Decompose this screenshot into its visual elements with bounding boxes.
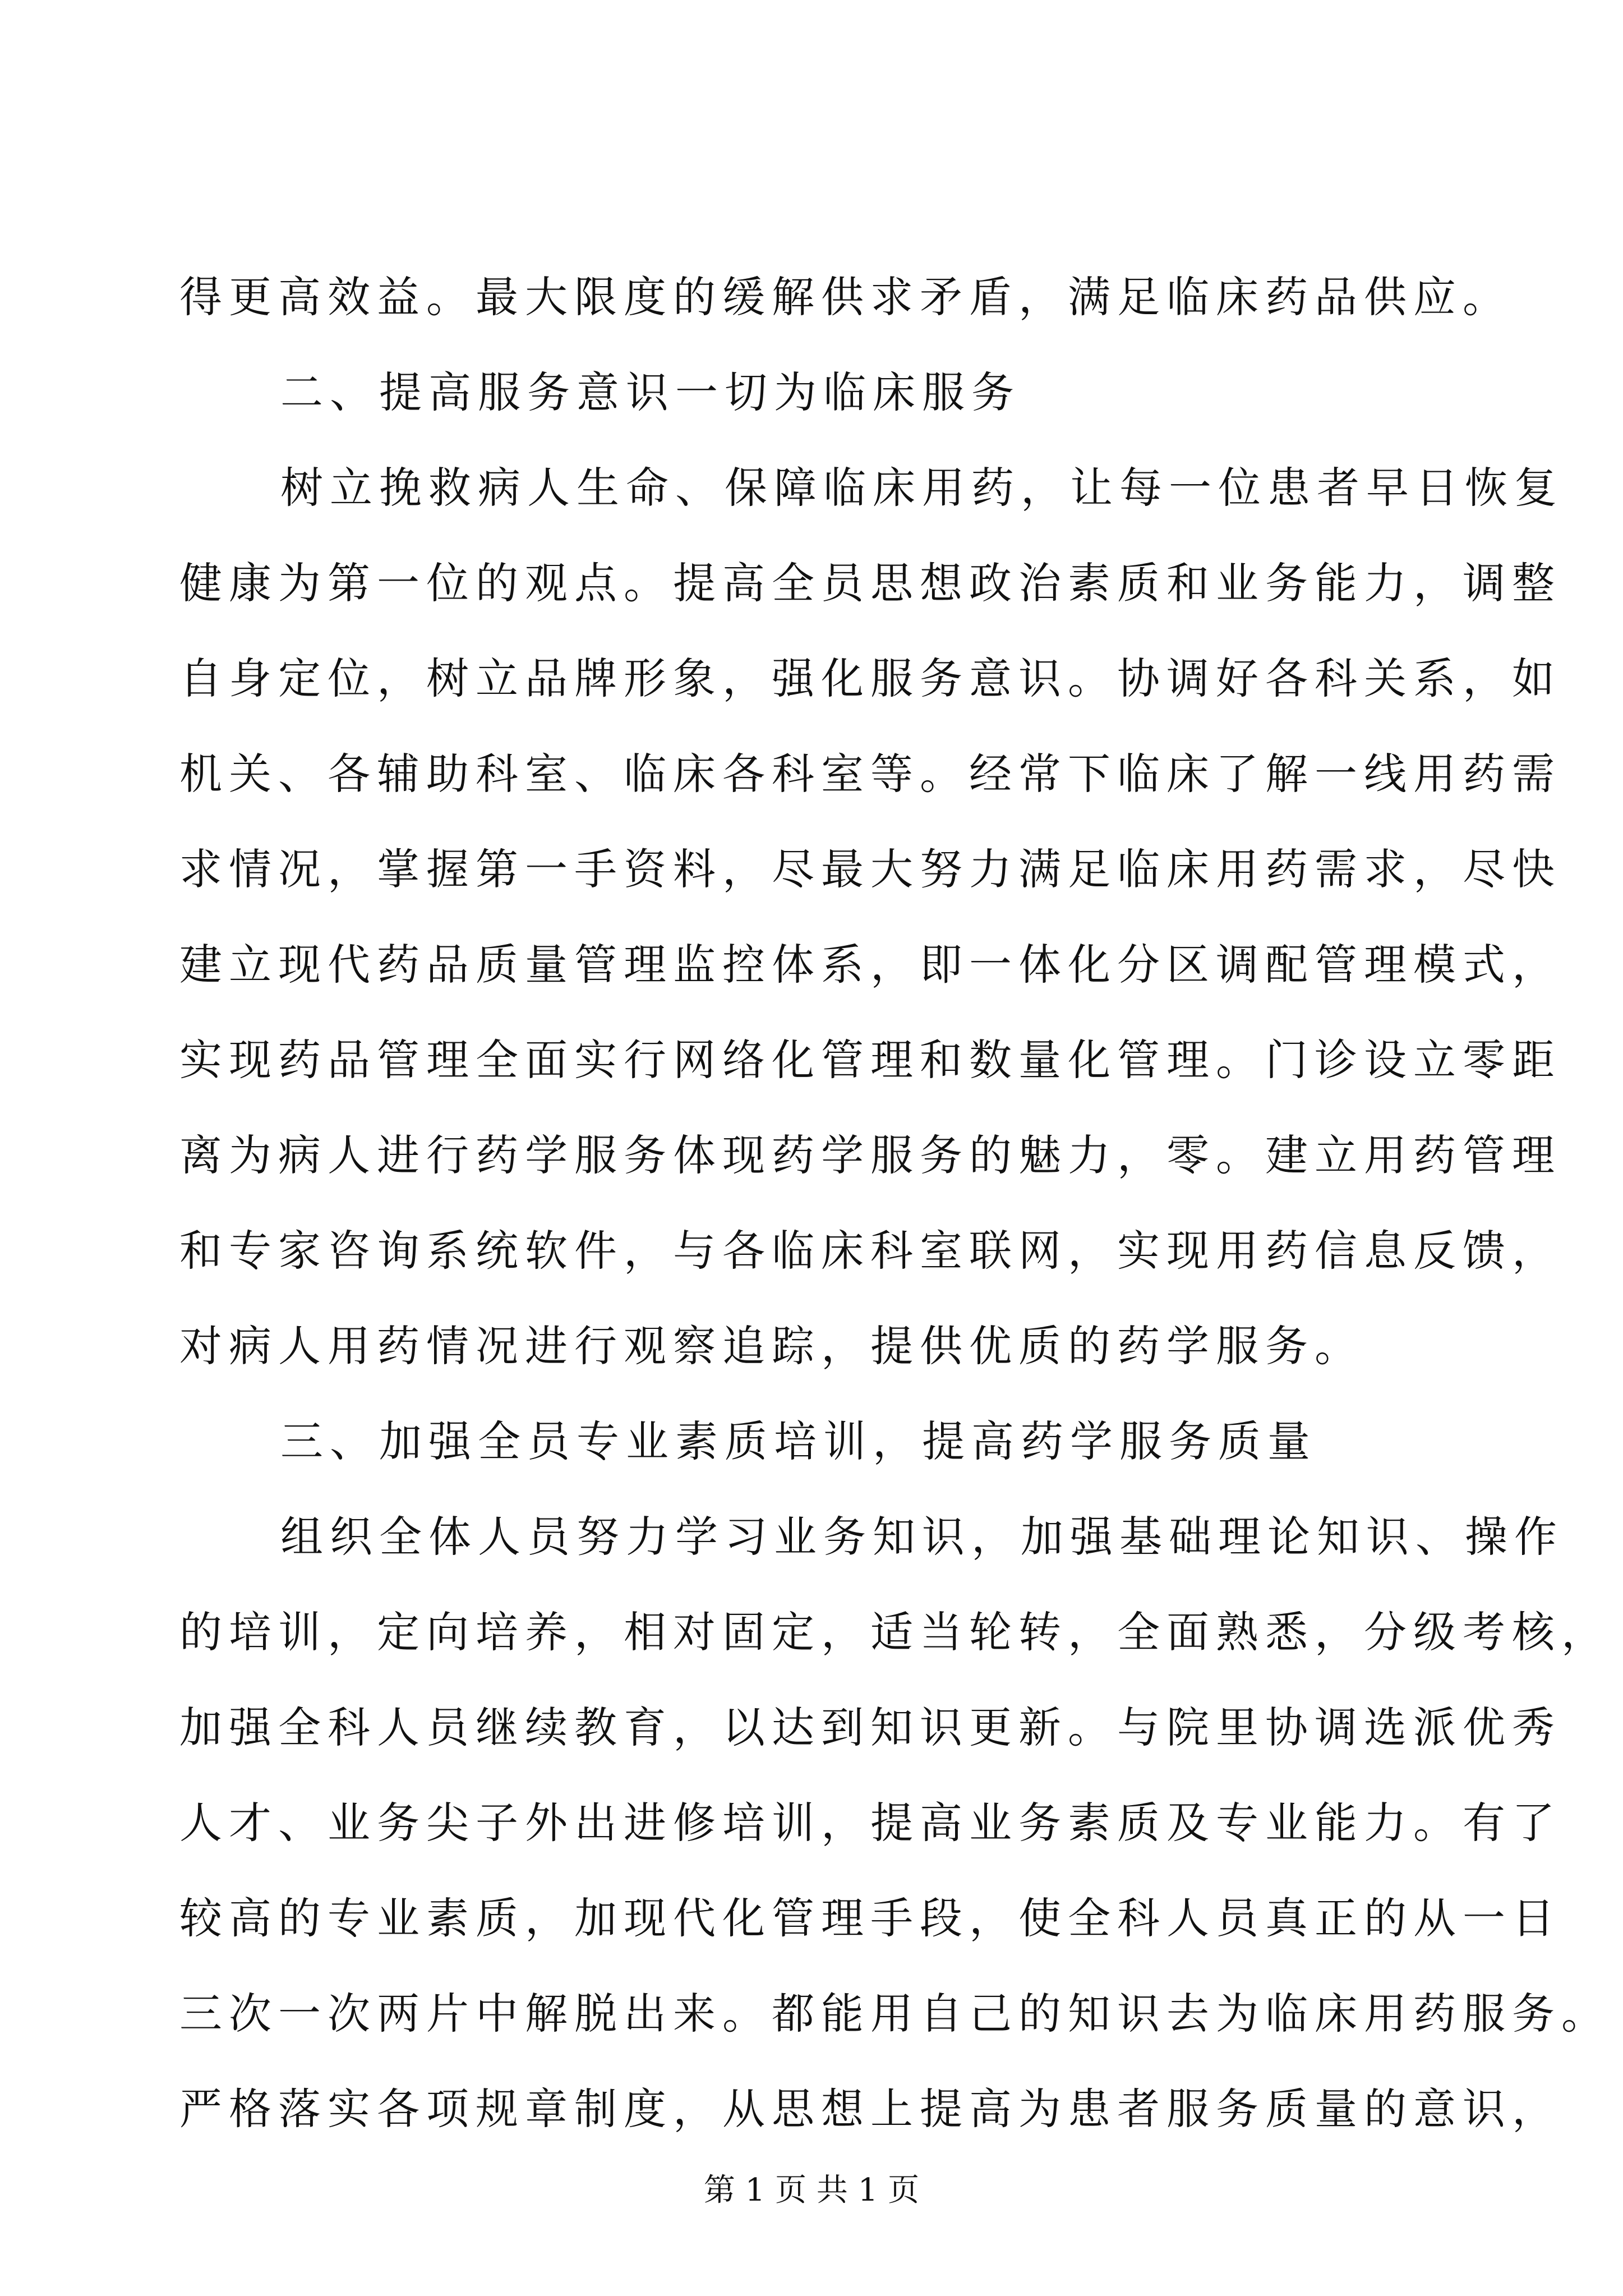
text-line: 离为病人进行药学服务体现药学服务的魅力，零。建立用药管理 bbox=[179, 1130, 1561, 1180]
section-heading: 三、加强全员专业素质培训，提高药学服务质量 bbox=[280, 1416, 1317, 1466]
text-line: 组织全体人员努力学习业务知识，加强基础理论知识、操作 bbox=[280, 1512, 1564, 1562]
text-line: 加强全科人员继续教育，以达到知识更新。与院里协调选派优秀 bbox=[179, 1703, 1561, 1752]
text-line: 和专家咨询系统软件，与各临床科室联网，实现用药信息反馈， bbox=[179, 1226, 1561, 1276]
text-line: 较高的专业素质，加现代化管理手段，使全科人员真正的从一日 bbox=[179, 1893, 1561, 1943]
text-line: 求情况，掌握第一手资料，尽最大努力满足临床用药需求，尽快 bbox=[179, 844, 1561, 894]
text-line: 健康为第一位的观点。提高全员思想政治素质和业务能力，调整 bbox=[179, 558, 1561, 608]
text-line: 的培训，定向培养，相对固定，适当轮转，全面熟悉，分级考核， bbox=[179, 1607, 1611, 1657]
text-line: 人才、业务尖子外出进修培训，提高业务素质及专业能力。有了 bbox=[179, 1798, 1561, 1848]
text-line: 得更高效益。最大限度的缓解供求矛盾，满足临床药品供应。 bbox=[179, 272, 1512, 322]
text-line: 三次一次两片中解脱出来。都能用自己的知识去为临床用药服务。 bbox=[179, 1989, 1611, 2039]
text-line: 树立挽救病人生命、保障临床用药，让每一位患者早日恢复 bbox=[280, 463, 1564, 513]
text-line: 自身定位，树立品牌形象，强化服务意识。协调好各科关系，如 bbox=[179, 654, 1561, 703]
text-line: 机关、各辅助科室、临床各科室等。经常下临床了解一线用药需 bbox=[179, 749, 1561, 799]
page-number-footer: 第 1 页 共 1 页 bbox=[703, 2172, 920, 2208]
text-line: 严格落实各项规章制度，从思想上提高为患者服务质量的意识， bbox=[179, 2084, 1561, 2134]
text-line: 对病人用药情况进行观察追踪，提供优质的药学服务。 bbox=[179, 1321, 1364, 1371]
section-heading: 二、提高服务意识一切为临床服务 bbox=[280, 367, 1021, 417]
text-line: 实现药品管理全面实行网络化管理和数量化管理。门诊设立零距 bbox=[179, 1035, 1561, 1085]
text-line: 建立现代药品质量管理监控体系，即一体化分区调配管理模式， bbox=[179, 940, 1561, 990]
